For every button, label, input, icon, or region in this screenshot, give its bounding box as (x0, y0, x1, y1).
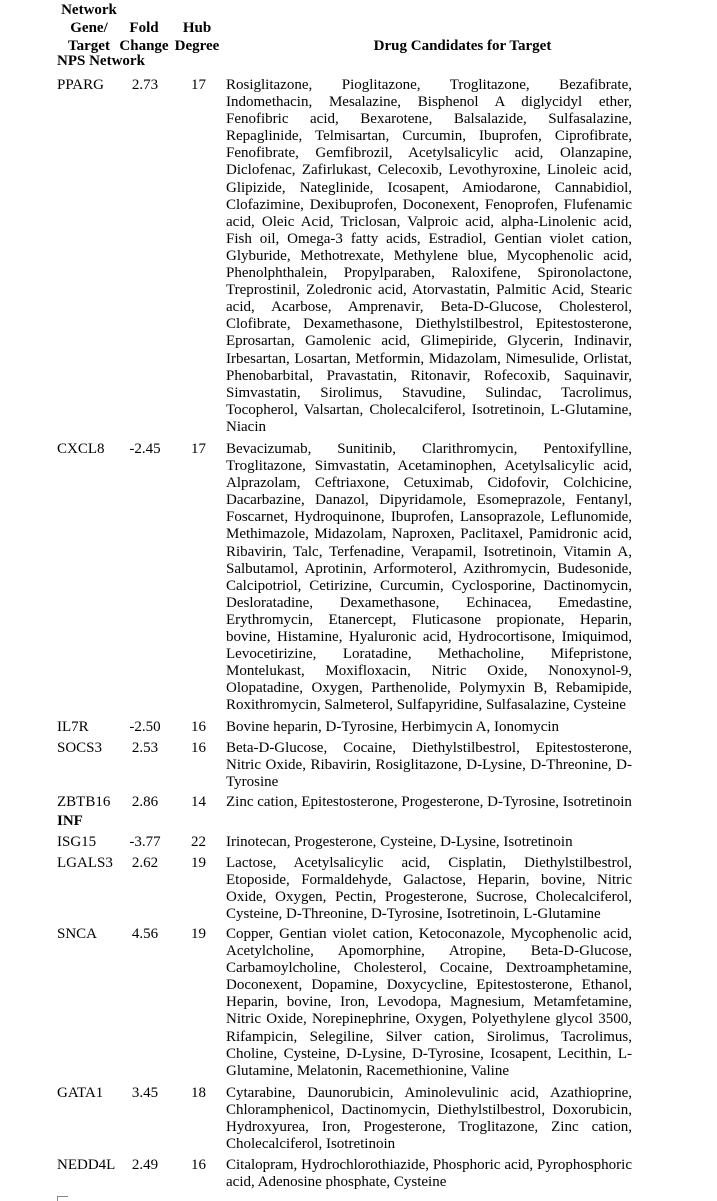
hub-degree-cell: 19 (191, 855, 206, 871)
header-drug-candidates: Drug Candidates for Target (373, 38, 552, 54)
hub-degree-cell: 16 (191, 1157, 206, 1173)
gene-cell: IL7R (57, 719, 89, 735)
header-gene-target (54, 1, 124, 55)
header-fold-line-2: Change (119, 38, 169, 54)
drug-candidates-cell: Cytarabine, Daunorubicin, Aminolevulinic acid, Azathioprine, Chloramphenicol, Dactinomycin, Diethylstilbestrol, Doxorubicin, Hydroxyurea, Iron, Progesterone, Troglitazone, Zinc cation, Cholecalciferol, Isotretinoin (226, 1085, 632, 1153)
hub-degree-cell: 17 (191, 77, 206, 93)
hub-degree-cell: 19 (191, 926, 206, 942)
drug-candidates-cell: Beta-D-Glucose, Cocaine, Diethylstilbestrol, Epitestosterone, Nitric Oxide, Ribavirin, Rosiglitazone, D-Lysine, D-Threonine, D-Tyrosine (226, 740, 632, 791)
hub-degree-cell: 18 (191, 1085, 206, 1101)
drug-candidates-cell: Zinc cation, Epitestosterone, Progesterone, D-Tyrosine, Isotretinoin (226, 794, 632, 810)
drug-candidates-cell: Bevacizumab, Sunitinib, Clarithromycin, Pentoxifylline, Troglitazone, Simvastatin, Acetaminophen, Acetylsalicylic acid, Alprazolam, Ceftriaxone, Cetuximab, Cidofovir, Colchicine, Dacarbazine, Danazol, Dipyridamole, Esomeprazole, Fentanyl, Foscarnet, Hydroquinone, Ibuprofen, Lansoprazole, Leflunomide, Methimazole, Midazolam, Naproxen, Paclitaxel, Pamidronic acid, Ribavirin, Talc, Terfenadine, Verapamil, Isotretinoin, Vitamin A, Salbutamol, Aprotinin, Arformoterol, Azithromycin, Budesonide, Calcipotriol, Cetirizine, Curcumin, Cyclosporine, Dactinomycin, Desloratadine, Dexamethasone, Echinacea, Emedastine, Erythromycin, Etanercept, Fluticasone propionate, Heparin, bovine, Histamine, Hyaluronic acid, Hydrocortisone, Imiquimod, Levocetirizine, Loratadine, Methacholine, Mifepristone, Montelukast, Moxifloxacin, Nitric Oxide, Nonoxynol-9, Olopatadine, Oxygen, Parthenolide, Polymyxin B, Rebamipide, Roxithromycin, Salmeterol, Sulfapyridine, Sulfasalazine, Cysteine (226, 441, 632, 714)
drug-candidates-cell: Irinotecan, Progesterone, Cysteine, D-Lysine, Isotretinoin (226, 834, 573, 850)
fold-change-cell: 2.73 (131, 77, 159, 93)
fold-change-cell: -2.50 (129, 719, 161, 735)
gene-cell: NEDD4L (57, 1157, 116, 1173)
fold-change-cell: 3.45 (131, 1085, 159, 1101)
header-hub-line-1: Hub (182, 20, 212, 36)
cropped-next-row-marker (57, 1196, 68, 1201)
fold-change-cell: 2.49 (131, 1157, 159, 1173)
header-gene-line-1: Network (61, 2, 117, 18)
gene-cell: PPARG (57, 77, 104, 93)
fold-change-cell: 2.62 (131, 855, 159, 871)
header-fold-change (118, 19, 170, 55)
header-hub-line-2: Degree (174, 38, 220, 54)
gene-cell: ISG15 (57, 834, 97, 850)
drug-candidates-cell: Rosiglitazone, Pioglitazone, Troglitazone, Bezafibrate, Indomethacin, Mesalazine, Bisphenol A diglycidyl ether, Fenofibric acid, Bexarotene, Balsalazide, Sulfasalazine, Repaglinide, Telmisartan, Curcumin, Ibuprofen, Ciprofibrate, Fenofibrate, Gemfibrozil, Acetylsalicylic acid, Olanzapine, Diclofenac, Zafirlukast, Celecoxib, Levothyroxine, Linoleic acid, Glipizide, Nateglinide, Icosapent, Amiodarone, Cannabidiol, Clofazimine, Dexibuprofen, Doconexent, Fenoprofen, Flufenamic acid, Oleic Acid, Triclosan, Valproic acid, alpha-Linolenic acid, Fish oil, Omega-3 fatty acids, Estradiol, Gentian violet cation, Glyburide, Methotrexate, Methylene blue, Mycophenolic acid, Phenolphthalein, Propylparaben, Raloxifene, Spironolactone, Treprostinil, Zoledronic acid, Atorvastatin, Palmitic Acid, Stearic acid, Acarbose, Amprenavir, Beta-D-Glucose, Cholesterol, Clofibrate, Dexamethasone, Diethylstilbestrol, Epitestosterone, Eprosartan, Gamolenic acid, Glimepiride, Glycerin, Indinavir, Irbesartan, Losartan, Metformin, Midazolam, Nimesulide, Orlistat, Phenobarbital, Pravastatin, Ritonavir, Rofecoxib, Saquinavir, Simvastatin, Sirolimus, Stavudine, Sulindac, Tacrolimus, Tocopherol, Valsartan, Cholecalciferol, Isotretinoin, L-Glutamine, Niacin (226, 77, 632, 435)
hub-degree-cell: 22 (191, 834, 206, 850)
fold-change-cell: -3.77 (129, 834, 161, 850)
gene-cell: ZBTB16 (57, 794, 111, 810)
hub-degree-cell: 16 (191, 740, 206, 756)
drug-candidates-cell: Copper, Gentian violet cation, Ketoconazole, Mycophenolic acid, Acetylcholine, Apomorphine, Atropine, Beta-D-Glucose, Carbamoylcholine, Cholesterol, Cocaine, Dextroamphetamine, Doconexent, Dopamine, Doxycycline, Epitestosterone, Ethanol, Heparin, bovine, Iron, Levodopa, Magnesium, Metamfetamine, Nitric Oxide, Norepinephrine, Oxygen, Polyethylene glycol 3500, Rifampicin, Selegiline, Silver cation, Sirolimus, Tacrolimus, Choline, Cysteine, D-Lysine, D-Tyrosine, Icosapent, Lecithin, L-Glutamine, Melatonin, Racemethionine, Valine (226, 926, 632, 1079)
gene-cell: LGALS3 (57, 855, 113, 871)
drug-candidates-cell: Bovine heparin, D-Tyrosine, Herbimycin A, Ionomycin (226, 719, 560, 735)
hub-degree-cell: 16 (191, 719, 206, 735)
gene-cell: GATA1 (57, 1085, 104, 1101)
fold-change-cell: 4.56 (131, 926, 159, 942)
hub-degree-cell: 14 (191, 794, 206, 810)
header-hub-degree (173, 19, 221, 55)
gene-cell: SNCA (57, 926, 98, 942)
fold-change-cell: 2.86 (131, 794, 159, 810)
header-gene-line-2: Gene/ (70, 20, 108, 36)
header-gene-line-3: Target (68, 38, 110, 54)
fold-change-cell: -2.45 (129, 441, 161, 457)
drug-candidates-cell: Citalopram, Hydrochlorothiazide, Phosphoric acid, Pyrophosphoric acid, Adenosine phosphate, Cysteine (226, 1157, 632, 1191)
gene-cell: SOCS3 (57, 740, 103, 756)
section-nps-network: NPS Network (57, 53, 145, 69)
header-fold-line-1: Fold (129, 20, 159, 36)
fold-change-cell: 2.53 (131, 740, 159, 756)
gene-cell: CXCL8 (57, 441, 105, 457)
section-inf: INF (57, 813, 83, 829)
drug-candidates-cell: Lactose, Acetylsalicylic acid, Cisplatin, Diethylstilbestrol, Etoposide, Formaldehyde, Galactose, Heparin, bovine, Nitric Oxide, Oxygen, Pectin, Progesterone, Sucrose, Cholecalciferol, Cysteine, D-Threonine, D-Tyrosine, Isotretinoin, L-Glutamine (226, 855, 632, 923)
hub-degree-cell: 17 (191, 441, 206, 457)
